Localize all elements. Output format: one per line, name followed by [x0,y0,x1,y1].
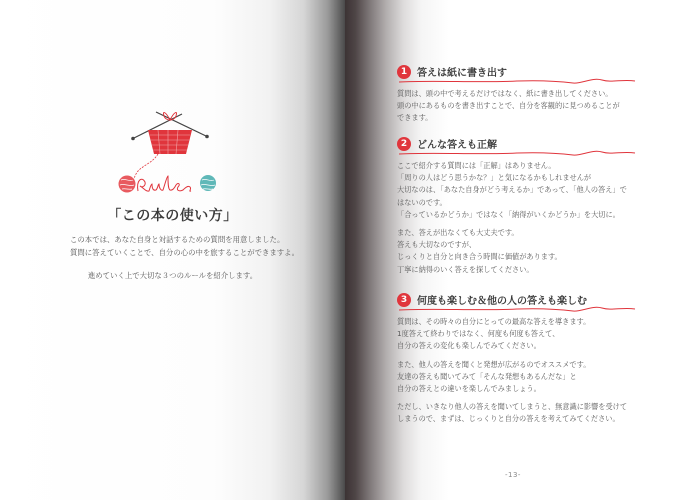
rule-heading [397,64,657,84]
text-line: 友達の答えも聞いてみて「そんな発想もあるんだな」と [397,371,577,381]
teal-yarn-ball [200,175,216,191]
rule-1 [397,64,657,131]
rule-paragraph [397,401,657,425]
text-line: はないのです。 [397,197,447,207]
text-line: 「合っているかどうか」ではなく「納得がいくかどうか」を大切に。 [397,209,620,219]
text-line: 「周りの人はどう思うかな？」と気になるかもしれませんが [397,173,592,183]
text-line: 頭の中にあるものを書き出すことで、自分を客観的に見つめることが [397,101,620,111]
rule-body [397,88,657,125]
text-line: ただし、いきなり他人の答えを聞いてしまうと、無意識に影響を受けて [397,402,628,412]
text-line: また、答えが出なくても大丈夫です。 [397,228,519,238]
intro-line: 質問に答えていくことで、自分の心の中を旅することができますよ。 [70,247,299,257]
text-line: じっくりと自分と向き合う時間に価値があります。 [397,252,562,262]
text-line: 質問は、頭の中で考えるだけではなく、紙に書き出してください。 [397,89,613,98]
left-page [0,0,345,500]
rule-number-badge: 1 [397,65,411,79]
text-line: 質問は、その時々の自分にとっての最高な答えを導きます。 [397,317,591,326]
rule-paragraph [397,160,657,221]
rule-title: 何度も楽しむ＆他の人の答えも楽しむ [417,296,587,307]
rules-lettering [138,176,191,191]
page-number: -13- [505,471,521,479]
red-yarn-ball [119,176,136,193]
rule-heading [397,292,657,312]
rule-number-badge: 2 [397,137,411,151]
rule-title: どんな答えも正解 [417,140,497,151]
rule-paragraph [397,316,657,353]
rule-paragraph [397,227,657,276]
intro-text [70,234,299,259]
text-line: できます。 [397,113,433,123]
rule-paragraph [397,88,657,125]
rule-paragraph [397,359,657,396]
text-line: また、他人の答えを聞くと発想が広がるのでオススメです。 [397,359,591,369]
text-line: しまうので、まずは、じっくりと自分の答えを考えてみてください。 [397,414,620,424]
rule-body [397,160,657,276]
text-line: 自分の答えとの違いを楽しんでみましょう。 [397,384,541,394]
page-title: 「この本の使い方」 [107,208,238,224]
rule-3 [397,292,657,432]
text-line: 丁寧に納得のいく答えを探してください。 [397,264,534,274]
text-line: ここで紹介する質問には「正解」はありません。 [397,161,556,170]
intro-note: 進めていく上で大切な３つのルールを紹介します。 [87,271,258,280]
text-line: 1度答えて終わりではなく、何度も何度も答えて、 [397,329,560,339]
rule-2 [397,136,657,282]
text-line: 大切なのは、「あなた自身がどう考えるか」であって、「他人の答え」で [397,185,627,195]
knitted-fabric [148,130,192,154]
intro-line: この本では、あなた自身と対話するための質問を用意しました。 [70,235,285,244]
knitting-rules-illustration [112,104,230,196]
rule-body [397,316,657,426]
text-line: 答えも大切なのですが、 [397,240,477,250]
rule-number-badge: 3 [397,293,411,307]
rule-heading [397,136,657,156]
text-line: 自分の答えの変化も楽しんでみてください。 [397,341,541,351]
rule-title: 答えは紙に書き出す [417,68,507,79]
